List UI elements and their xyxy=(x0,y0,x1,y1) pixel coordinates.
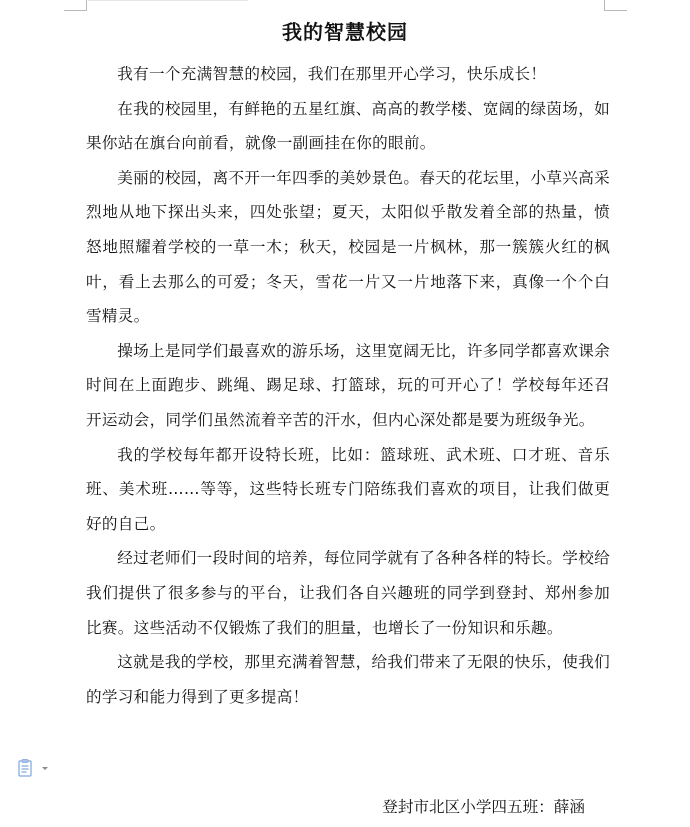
paste-options-icon xyxy=(17,758,57,778)
top-ruler-line xyxy=(88,0,248,1)
paragraph-3[interactable]: 美丽的校园，离不开一年四季的美妙景色。春天的花坛里，小草兴高采烈地从地下探出头来，四处张望；夏天，太阳似乎散发着全部的热量，愤怒地照耀着学校的一草一木；秋天，校园是一片枫林，那一簇簇火红的枫叶，看上去那么的可爱；冬天，雪花一片又一片地落下来，真像一个个白雪精灵。 xyxy=(86,168,610,326)
page-corner-mark-top-right xyxy=(604,0,627,11)
paste-options-button[interactable] xyxy=(17,758,57,778)
paragraph-7[interactable]: 这就是我的学校，那里充满着智慧，给我们带来了无限的快乐，使我们的学习和能力得到了更多提高！ xyxy=(86,653,610,706)
document-title[interactable]: 我的智慧校园 xyxy=(282,20,408,44)
author-signature[interactable]: 登封市北区小学四五班：薛涵 xyxy=(382,798,585,816)
paragraph-1[interactable]: 我有一个充满智慧的校园，我们在那里开心学习，快乐成长！ xyxy=(117,65,547,83)
paragraph-2[interactable]: 在我的校园里，有鲜艳的五星红旗、高高的教学楼、宽阔的绿茵场，如果你站在旗台向前看，就像一副画挂在你的眼前。 xyxy=(86,99,610,153)
paragraph-6[interactable]: 经过老师们一段时间的培养，每位同学就有了各种各样的特长。学校给我们提供了很多参与的平台，让我们各自兴趣班的同学到登封、郑州参加比赛。这些活动不仅锻炼了我们的胆量，也增长了一份知识和乐趣。 xyxy=(86,549,610,637)
paragraph-4[interactable]: 操场上是同学们最喜欢的游乐场，这里宽阔无比，许多同学都喜欢课余时间在上面跑步、跳绳、踢足球、打篮球，玩的可开心了！学校每年还召开运动会，同学们虽然流着辛苦的汗水，但内心深处都是要为班级争光。 xyxy=(86,341,610,429)
paragraph-5[interactable]: 我的学校每年都开设特长班，比如：篮球班、武术班、口才班、音乐班、美术班……等等，这些特长班专门陪练我们喜欢的项目，让我们做更好的自己。 xyxy=(86,445,610,533)
document-body[interactable] xyxy=(86,57,610,714)
page-corner-mark-top-left xyxy=(64,0,87,11)
